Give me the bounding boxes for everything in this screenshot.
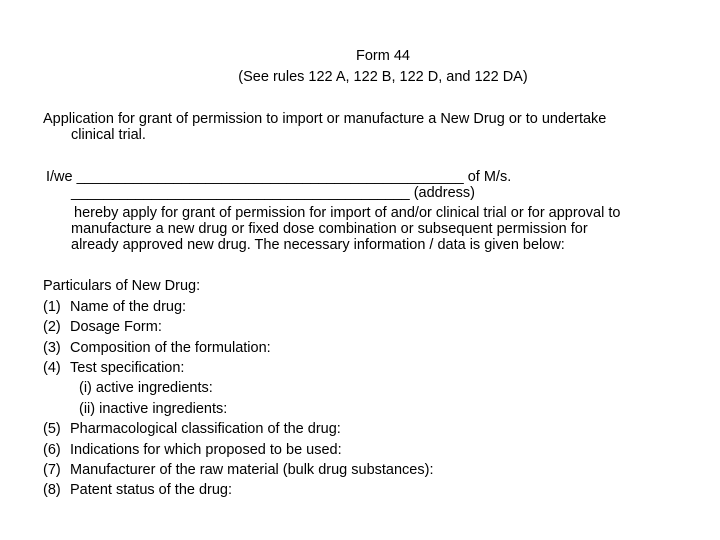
form-title: Form 44 [356, 48, 410, 64]
particular-item-raw-material-manufacturer [43, 462, 433, 478]
particular-item-pharmacological-classification [43, 421, 341, 437]
item-number: (4) [43, 360, 61, 376]
particular-item-name [43, 299, 186, 315]
declaration-text-line-1: hereby apply for grant of permission for import of and/or clinical trial or for approval to [74, 205, 621, 221]
item-label: Pharmacological classification of the drug: [70, 421, 341, 437]
applicant-name-line: I/we ________________________________________________ of M/s. [46, 169, 512, 185]
item-label: Name of the drug: [70, 299, 187, 315]
form-rules-reference: (See rules 122 A, 122 B, 122 D, and 122 DA) [238, 69, 528, 85]
declaration-text-line-2: manufacture a new drug or fixed dose combination or subsequent permission for [71, 221, 588, 237]
particulars-heading: Particulars of New Drug: [43, 278, 201, 294]
particular-item-indications [43, 442, 342, 458]
item-label: Test specification: [70, 360, 185, 376]
item-number: (2) [43, 319, 61, 335]
item-number: (7) [43, 462, 61, 478]
particular-item-composition [43, 340, 271, 356]
applicant-address-line: __________________________________________ (address) [71, 185, 475, 201]
item-number: (3) [43, 340, 61, 356]
item-label: Dosage Form: [70, 319, 162, 335]
item-number: (1) [43, 299, 61, 315]
item-number: (6) [43, 442, 61, 458]
particular-item-test-specification [43, 360, 184, 376]
application-title-line-1: Application for grant of permission to import or manufacture a New Drug or to undertake [43, 111, 607, 127]
item-label: Manufacturer of the raw material (bulk drug substances): [70, 462, 434, 478]
particular-item-dosage-form [43, 319, 162, 335]
item-number: (8) [43, 482, 61, 498]
subitem-active-ingredients: (i) active ingredients: [79, 380, 213, 396]
application-title-line-2: clinical trial. [71, 127, 146, 143]
item-label: Composition of the formulation: [70, 340, 271, 356]
particular-item-patent-status [43, 482, 232, 498]
declaration-text-line-3: already approved new drug. The necessary information / data is given below: [71, 237, 565, 253]
item-number: (5) [43, 421, 61, 437]
item-label: Indications for which proposed to be used: [70, 442, 342, 458]
item-label: Patent status of the drug: [70, 482, 233, 498]
subitem-inactive-ingredients: (ii) inactive ingredients: [79, 401, 228, 417]
